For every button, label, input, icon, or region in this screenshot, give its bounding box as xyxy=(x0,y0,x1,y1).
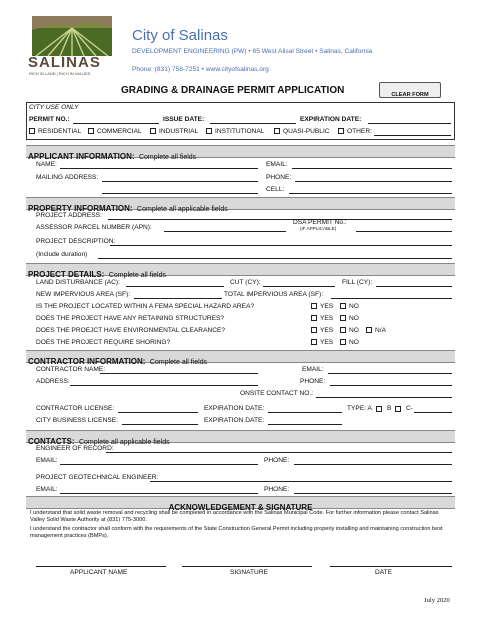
type-c-field[interactable] xyxy=(414,412,452,413)
applicant-name-caption: APPLICANT NAME xyxy=(70,569,128,576)
dsa-permit-field[interactable] xyxy=(356,231,452,232)
business-expiration-label: EXPIRATION DATE: xyxy=(204,417,265,424)
quasi-public-checkbox[interactable] xyxy=(274,128,280,134)
total-impervious-field[interactable] xyxy=(331,298,452,299)
mailing-address-label: MAILING ADDRESS: xyxy=(36,174,99,181)
contractor-note: Complete all fields xyxy=(149,359,208,366)
contractor-phone-label: PHONE: xyxy=(300,378,326,385)
fema-no[interactable] xyxy=(340,303,359,311)
eor-phone-field[interactable] xyxy=(294,464,452,465)
environmental-na-checkbox[interactable] xyxy=(366,327,372,333)
business-expiration-field[interactable] xyxy=(268,424,342,425)
commercial-label: COMMERCIAL xyxy=(97,128,142,135)
license-type-label: TYPE: A xyxy=(347,405,372,412)
retaining-no-checkbox[interactable] xyxy=(340,315,346,321)
shoring-no[interactable] xyxy=(340,339,359,347)
cut-field[interactable] xyxy=(263,286,335,287)
shoring-yes[interactable] xyxy=(311,339,333,347)
contractor-name-label: CONTRACTOR NAME: xyxy=(36,366,106,373)
contractor-name-field[interactable] xyxy=(100,373,258,374)
property-title: PROPERTY INFORMATION: xyxy=(28,204,133,213)
environmental-yes[interactable] xyxy=(311,327,333,335)
contractor-section-header xyxy=(26,350,455,366)
commercial-checkbox[interactable] xyxy=(88,128,94,134)
land-disturbance-field[interactable] xyxy=(126,286,224,287)
geotechnical-engineer-field[interactable] xyxy=(150,481,452,482)
department-address: DEVELOPMENT ENGINEERING (PW) • 65 West Alisal Street • Salinas, California xyxy=(132,48,373,55)
property-note: Complete all applicable fields xyxy=(137,206,228,213)
details-section-header xyxy=(26,263,455,279)
residential-checkbox[interactable] xyxy=(29,128,35,134)
clear-form-button[interactable] xyxy=(379,82,441,98)
type-other[interactable] xyxy=(338,128,372,136)
business-license-field[interactable] xyxy=(122,424,198,425)
fill-field[interactable] xyxy=(376,286,452,287)
project-address-label: PROJECT ADDRESS: xyxy=(36,212,102,219)
environmental-na[interactable] xyxy=(366,327,386,335)
form-title: GRADING & DRAINAGE PERMIT APPLICATION xyxy=(121,85,345,96)
type-b-checkbox[interactable] xyxy=(395,406,401,412)
other-label: OTHER: xyxy=(347,128,372,135)
quasi-public-label: QUASI-PUBLIC xyxy=(283,128,330,135)
acknowledgement-header xyxy=(26,496,455,512)
retaining-no[interactable] xyxy=(340,315,359,323)
retaining-yes-checkbox[interactable] xyxy=(311,315,317,321)
apn-field[interactable] xyxy=(164,231,286,232)
cut-label: CUT (CY): xyxy=(230,279,261,286)
environmental-na-label: N/A xyxy=(375,327,386,334)
city-name: City of Salinas xyxy=(132,27,228,44)
eor-email-field[interactable] xyxy=(60,464,258,465)
fema-no-label: NO xyxy=(349,303,359,310)
applicant-cell-field[interactable] xyxy=(289,193,452,194)
retaining-question: DOES THE PROJECT HAVE ANY RETAINING STRUCTURES? xyxy=(36,315,225,322)
contact-phone-website: Phone: (831) 758-7251 • www.cityofsalinas.org xyxy=(132,66,269,73)
property-section-header xyxy=(26,197,455,213)
applicant-phone-label: PHONE: xyxy=(266,174,292,181)
contractor-license-field[interactable] xyxy=(118,412,198,413)
institutional-label: INSTITUTIONAL xyxy=(215,128,265,135)
details-note: Complete all fields xyxy=(108,272,166,279)
eor-email-label: EMAIL: xyxy=(36,457,58,464)
revision-date: July 2020 xyxy=(424,597,450,604)
acknowledgement-title: ACKNOWLEDGEMENT & SIGNATURE xyxy=(168,503,313,512)
contractor-email-field[interactable] xyxy=(328,373,452,374)
geo-phone-label: PHONE: xyxy=(264,486,290,493)
waste-statement: I understand that solid waste removal and recycling shall be completed in accordance with the Salinas Municipal Code. For further information please contact Salinas Valley Solid Waste Authority at (831) 775-3000. xyxy=(30,510,439,523)
institutional-checkbox[interactable] xyxy=(206,128,212,134)
contractor-address-field[interactable] xyxy=(70,385,258,386)
applicant-name-field[interactable] xyxy=(60,168,258,169)
type-a-checkbox[interactable] xyxy=(376,406,382,412)
shoring-no-checkbox[interactable] xyxy=(340,339,346,345)
date-signature-line[interactable] xyxy=(330,566,452,567)
type-b-label: B xyxy=(387,405,392,412)
contractor-address-label: ADDRESS: xyxy=(36,378,70,385)
geo-email-label: EMAIL: xyxy=(36,486,58,493)
industrial-label: INDUSTRIAL xyxy=(159,128,199,135)
geotechnical-engineer-label: PROJECT GEOTECHNICAL ENGINEER: xyxy=(36,474,159,481)
project-address-field[interactable] xyxy=(108,219,452,220)
date-caption: DATE xyxy=(375,569,393,576)
environmental-yes-checkbox[interactable] xyxy=(311,327,317,333)
applicant-email-label: EMAIL: xyxy=(266,161,288,168)
other-type-field[interactable] xyxy=(374,135,451,136)
expiration-date-label: EXPIRATION DATE: xyxy=(300,116,362,123)
new-impervious-field[interactable] xyxy=(134,298,222,299)
project-description-line2[interactable] xyxy=(98,258,452,259)
apn-label: ASSESSOR PARCEL NUMBER (APN): xyxy=(36,224,152,231)
fema-yes-label: YES xyxy=(320,303,334,310)
dsa-permit-note: (IF APPLICABLE) xyxy=(300,226,337,231)
city-logo xyxy=(26,14,118,78)
permit-no-label: PERMIT NO.: xyxy=(29,116,70,123)
type-institutional[interactable] xyxy=(206,128,264,136)
onsite-contact-field[interactable] xyxy=(316,397,452,398)
business-license-label: CITY BUSINESS LICENSE: xyxy=(36,417,118,424)
clear-form-label: CLEAR FORM xyxy=(391,92,429,98)
applicant-section-header xyxy=(26,145,455,161)
fema-question: IS THE PROJECT LOCATED WITHIN A FEMA SPECIAL HAZARD AREA? xyxy=(36,303,255,310)
environmental-yes-label: YES xyxy=(320,327,334,334)
expiration-date-field[interactable] xyxy=(368,123,451,124)
shoring-yes-checkbox[interactable] xyxy=(311,339,317,345)
type-residential[interactable] xyxy=(29,128,81,136)
contacts-note: Complete all applicable fields xyxy=(78,439,170,446)
retaining-yes[interactable] xyxy=(311,315,333,323)
applicant-name-label: NAME: xyxy=(36,161,57,168)
project-description-label: PROJECT DESCRIPTION: xyxy=(36,238,116,245)
issue-date-label: ISSUE DATE: xyxy=(163,116,205,123)
dsa-permit-label: DSA PERMIT No.: xyxy=(293,219,347,226)
type-c-label: C- xyxy=(406,405,413,412)
contacts-section-header xyxy=(26,430,455,446)
license-expiration-label: EXPIRATION DATE: xyxy=(204,405,265,412)
environmental-no[interactable] xyxy=(340,327,359,335)
total-impervious-label: TOTAL IMPERVIOUS AREA (SF): xyxy=(224,291,324,298)
logo-wordmark: SALINAS xyxy=(28,54,101,71)
applicant-phone-field[interactable] xyxy=(295,181,452,182)
license-expiration-field[interactable] xyxy=(268,412,342,413)
applicant-name-signature-line[interactable] xyxy=(36,566,166,567)
mailing-address-field[interactable] xyxy=(102,181,258,182)
type-commercial[interactable] xyxy=(88,128,142,136)
logo-tagline: RICH IN LAND | RICH IN VALUES xyxy=(29,71,91,76)
engineer-of-record-label: ENGINEER OF RECORD: xyxy=(36,445,114,452)
fema-yes[interactable] xyxy=(311,303,333,311)
eor-phone-label: PHONE: xyxy=(264,457,290,464)
land-disturbance-label: LAND DISTURBANCE (AC): xyxy=(36,279,120,286)
fill-label: FILL (CY): xyxy=(342,279,373,286)
applicant-note: Complete all fields xyxy=(138,154,197,161)
geo-email-field[interactable] xyxy=(60,493,258,494)
mailing-address-line2[interactable] xyxy=(102,193,258,194)
other-checkbox[interactable] xyxy=(338,128,344,134)
permit-no-field[interactable] xyxy=(73,123,159,124)
contractor-title: CONTRACTOR INFORMATION: xyxy=(28,357,146,366)
shoring-yes-label: YES xyxy=(320,339,334,346)
project-description-field[interactable] xyxy=(110,245,452,246)
type-industrial[interactable] xyxy=(150,128,198,136)
residential-label: RESIDENTIAL xyxy=(38,128,82,135)
contractor-license-label: CONTRACTOR LICENSE: xyxy=(36,405,115,412)
onsite-contact-label: ONSITE CONTACT NO.: xyxy=(240,390,314,397)
city-use-title: CITY USE ONLY xyxy=(29,104,79,111)
geo-phone-field[interactable] xyxy=(294,493,452,494)
fema-no-checkbox[interactable] xyxy=(340,303,346,309)
applicant-cell-label: CELL: xyxy=(266,186,285,193)
engineer-of-record-field[interactable] xyxy=(106,452,452,453)
signature-line[interactable] xyxy=(182,566,312,567)
applicant-title: APPLICANT INFORMATION: xyxy=(28,152,135,161)
shoring-no-label: NO xyxy=(349,339,359,346)
type-quasi-public[interactable] xyxy=(274,128,330,136)
environmental-question: DOES THE PROEJCT HAVE ENVIRONMENTAL CLEARANCE? xyxy=(36,327,226,334)
contractor-phone-field[interactable] xyxy=(330,385,452,386)
new-impervious-label: NEW IMPERVIOUS AREA (SF): xyxy=(36,291,131,298)
contractor-email-label: EMAIL: xyxy=(302,366,324,373)
retaining-no-label: NO xyxy=(349,315,359,322)
industrial-checkbox[interactable] xyxy=(150,128,156,134)
duration-note: (Include duration) xyxy=(36,251,88,258)
environmental-no-label: NO xyxy=(349,327,359,334)
fema-yes-checkbox[interactable] xyxy=(311,303,317,309)
details-title: PROJECT DETAILS: xyxy=(28,270,105,279)
applicant-email-field[interactable] xyxy=(292,168,452,169)
contacts-title: CONTACTS: xyxy=(28,437,75,446)
bmp-statement: I understand the contractor shall conform with the requirements of the State Construction General Permit including properly installing and maintaining construction best management practices (BMPs). xyxy=(30,526,443,539)
environmental-no-checkbox[interactable] xyxy=(340,327,346,333)
signature-caption: SIGNATURE xyxy=(230,569,268,576)
shoring-question: DOES THE PROJECT REQUIRE SHORING? xyxy=(36,339,171,346)
retaining-yes-label: YES xyxy=(320,315,334,322)
issue-date-field[interactable] xyxy=(210,123,296,124)
